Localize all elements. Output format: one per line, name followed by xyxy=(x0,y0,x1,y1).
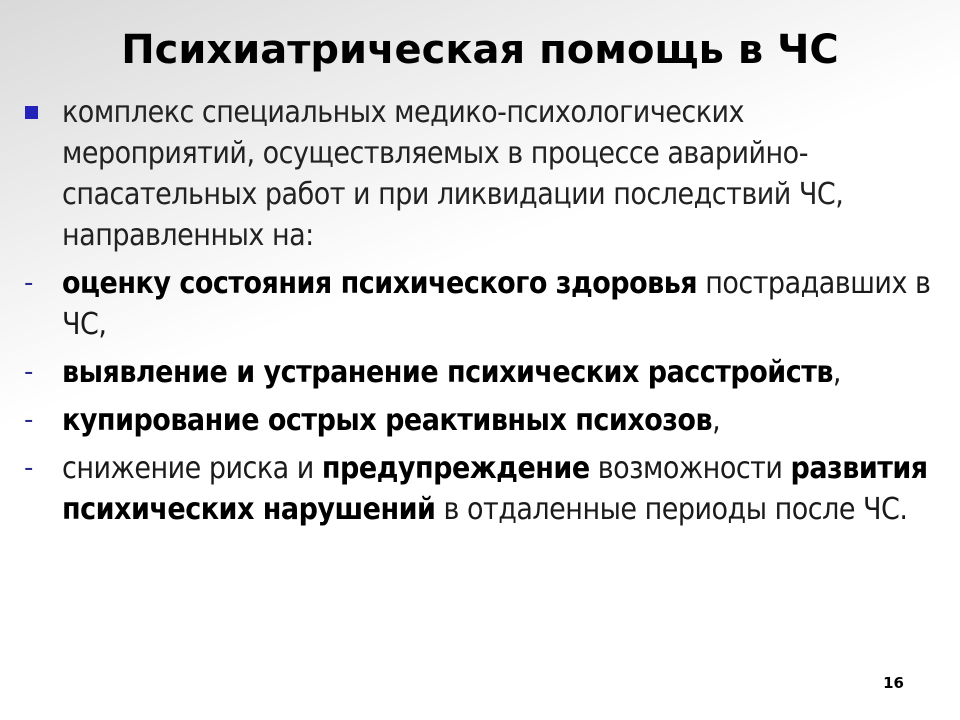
item-text: возможности xyxy=(589,451,791,486)
intro-bullet xyxy=(22,92,942,256)
item-bold-text: купирование острых реактивных психозов xyxy=(62,403,713,438)
list-item xyxy=(22,352,942,393)
list-item xyxy=(22,263,942,345)
dash-bullet: - xyxy=(24,357,33,387)
dash-bullet: - xyxy=(24,453,33,483)
slide-title: Психиатрическая помощь в ЧС xyxy=(121,27,839,73)
item-bold-text: выявление и устранение психических расстройств xyxy=(62,355,833,390)
dash-bullet: - xyxy=(24,405,33,435)
page-number: 16 xyxy=(883,674,904,692)
intro-text: комплекс специальных медико-психологических мероприятий, осуществляемых в процессе аварийно-спасательных работ и при ликвидации последствий ЧС, направленных на: xyxy=(62,95,844,253)
item-bold-text: развития психических нарушений xyxy=(62,451,928,527)
item-text: , xyxy=(712,403,721,438)
item-text: , xyxy=(832,355,841,390)
item-text: снижение риска и xyxy=(62,451,322,486)
square-bullet-icon xyxy=(25,106,38,119)
item-bold-text: предупреждение xyxy=(321,451,590,486)
item-text: в отдаленные периоды после ЧС. xyxy=(435,492,908,527)
list-item xyxy=(22,448,942,530)
list-item xyxy=(22,400,942,441)
item-text: пострадавших в ЧС, xyxy=(62,266,931,342)
item-bold-text: оценку состояния психического здоровья xyxy=(62,266,698,301)
slide-content xyxy=(22,92,942,530)
dash-bullet: - xyxy=(24,268,33,298)
